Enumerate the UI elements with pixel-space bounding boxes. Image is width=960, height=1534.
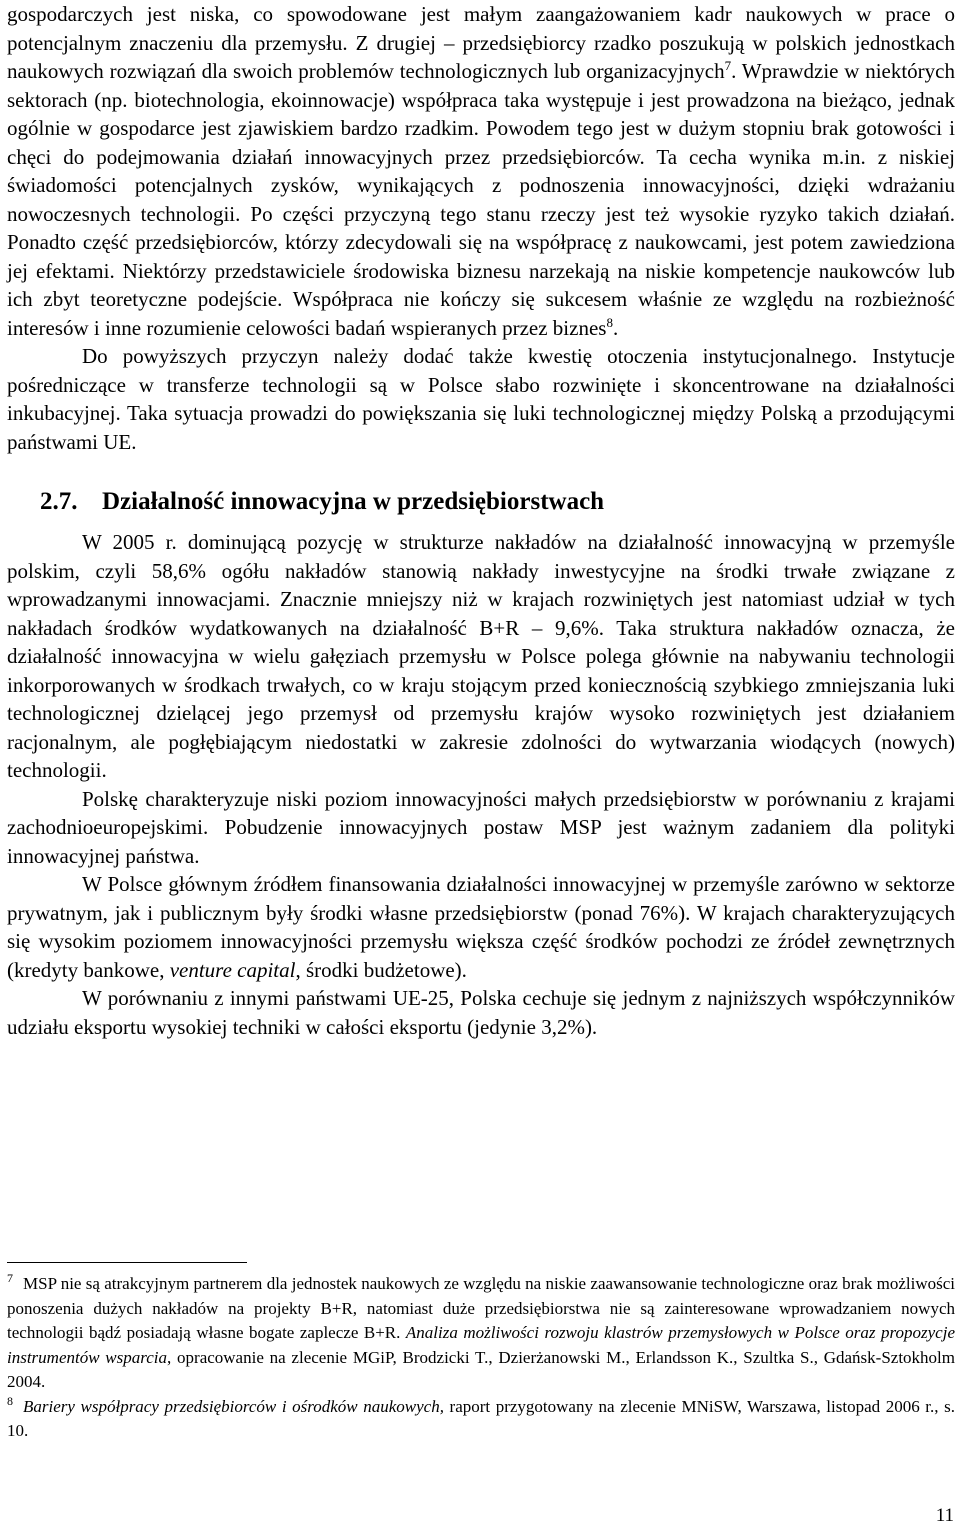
paragraph-institutions: Do powyższych przyczyn należy dodać także kwestię otoczenia instytucjonalnego. Instytucje pośredniczące w transferze technologii są w Polsce słabo rozwinięte i skoncentrowane na działalności inkubacyjnej. Taka sytuacja prowadzi do powiększania się luki technologicznej między Polską a przodującymi państwami UE. (7, 344, 955, 454)
paragraph-text: gospodarczych jest niska, co spowodowane jest małym zaangażowaniem kadr naukowych w prace o potencjalnym znaczeniu dla przemysłu. Z drugiej – przedsiębiorcy rzadko poszukują w polskich jednostkach naukowych rozwiązań dla swoich problemów technologicznych lub organizacyjnych (7, 2, 955, 83)
footnote-separator (7, 1262, 247, 1263)
section-number: 2.7. (40, 488, 78, 515)
paragraph-text: W Polsce głównym źródłem finansowania działalności innowacyjnej w przemyśle zarówno w sektorze prywatnym, jak i publicznym były środki własne przedsiębiorstw (ponad 76%). W krajach charakteryzujących się wysokim poziomem innowacyjności przemysłu większa część środków pochodzi ze źródeł zewnętrznych (kredyty bankowe, (7, 872, 955, 982)
paragraph-text: , środki budżetowe). (295, 957, 467, 982)
paragraph-export: W porównaniu z innymi państwami UE-25, Polska cechuje się jednym z najniższych współczynników udziału eksportu wysokiej techniki w całości eksportu (jedynie 3,2%). (7, 986, 955, 1039)
footnote-title: Analiza możliwości rozwoju klastrów przemysłowych w Polsce oraz propozycje instrumentów wsparcia (7, 1323, 955, 1367)
paragraph-expenditure: W 2005 r. dominującą pozycję w strukturze nakładów na działalność innowacyjną w przemyśle polskim, czyli 58,6% ogółu nakładów stanowią nakłady inwestycyjne na środki trwałe związane z wprowadzanymi innowacjami. Znacznie mniejszy niż w krajach rozwiniętych jest natomiast udział w tych nakładach środków wydatkowanych na działalność B+R – 9,6%. Taka struktura nakładów oznacza, że działalność innowacyjna w wielu gałęziach przemysłu w Polsce polega głównie na nabywaniu technologii inkorporowanych w środkach trwałych, co w kraju stojącym przed koniecznością szybkiego zmniejszania luki technologicznej dzielącej jego przemysł od przemysłu krajów wysoko rozwiniętych jest działaniem racjonalnym, ale pogłębiającym niedostatki w zakresie zdolności do wytwarzania wiodących (nowych) technologii. (7, 530, 955, 782)
footnote-mark: 8 (7, 1393, 13, 1408)
italic-term: venture capital (169, 957, 296, 982)
footnote-8 (7, 1395, 955, 1444)
document-page (7, 0, 955, 1041)
footnote-mark: 7 (7, 1271, 13, 1286)
footnotes (7, 1272, 955, 1444)
paragraph-sme: Polskę charakteryzuje niski poziom innowacyjności małych przedsiębiorstw w porównaniu z krajami zachodnioeuropejskimi. Pobudzenie innowacyjnych postaw MSP jest ważnym zadaniem dla polityki innowacyjnej państwa. (7, 786, 955, 868)
section-heading (40, 486, 955, 518)
footnote-ref-7[interactable]: 7 (724, 58, 732, 73)
page-number: 11 (935, 1505, 954, 1526)
paragraph-funding (7, 870, 955, 984)
footnote-7 (7, 1272, 955, 1395)
paragraph-text: . (612, 315, 619, 340)
footnote-text: , opracowanie na zlecenie MGiP, Brodzicki T., Dzierżanowski M., Erlandsson K., Szultka S., Gdańsk-Sztokholm 2004. (7, 1347, 955, 1391)
section-title: Działalność innowacyjna w przedsiębiorstwach (102, 488, 605, 515)
paragraph-cooperation (7, 0, 955, 342)
footnote-title: Bariery współpracy przedsiębiorców i ośrodków naukowych, (23, 1396, 444, 1416)
footnote-ref-8[interactable]: 8 (606, 314, 613, 330)
footnote-text: raport przygotowany na zlecenie MNiSW, Warszawa, listopad 2006 r., s. 10. (7, 1396, 955, 1440)
paragraph-text: . Wprawdzie w niektórych sektorach (np. biotechnologia, ekoinnowacje) współpraca taka występuje i jest prowadzona na bieżąco, jednak ogólnie w gospodarce jest zjawiskiem bardzo rzadkim. Powodem tego jest w dużym stopniu brak gotowości i chęci do podejmowania działań innowacyjnych przez przedsiębiorców. Ta cecha wynika m.in. z niskiej świadomości potencjalnych zysków, wynikających z podnoszenia innowacyjności, dzięki wdrażaniu nowoczesnych technologii. Po części przyczyną tego stanu rzeczy jest też wysokie ryzyko takich działań. Ponadto część przedsiębiorców, którzy zdecydowali się na współpracę z naukowcami, jest potem zawiedziona jej efektami. Niektórzy przedstawiciele środowiska biznesu narzekają na niskie kompetencje naukowców lub ich zbyt teoretyczne podejście. Współpraca nie kończy się sukcesem właśnie ze względu na rozbieżność interesów i inne rozumienie celowości badań wspieranych przez biznes (7, 59, 955, 340)
footnote-text: MSP nie są atrakcyjnym partnerem dla jednostek naukowych ze względu na niskie zaawansowanie technologiczne oraz brak możliwości ponoszenia dużych nakładów na projekty B+R, natomiast duże przedsiębiorstwa nie są zainteresowane wprowadzaniem nowych technologii bądź posiadają własne bogate zaplecze B+R. (7, 1274, 955, 1342)
